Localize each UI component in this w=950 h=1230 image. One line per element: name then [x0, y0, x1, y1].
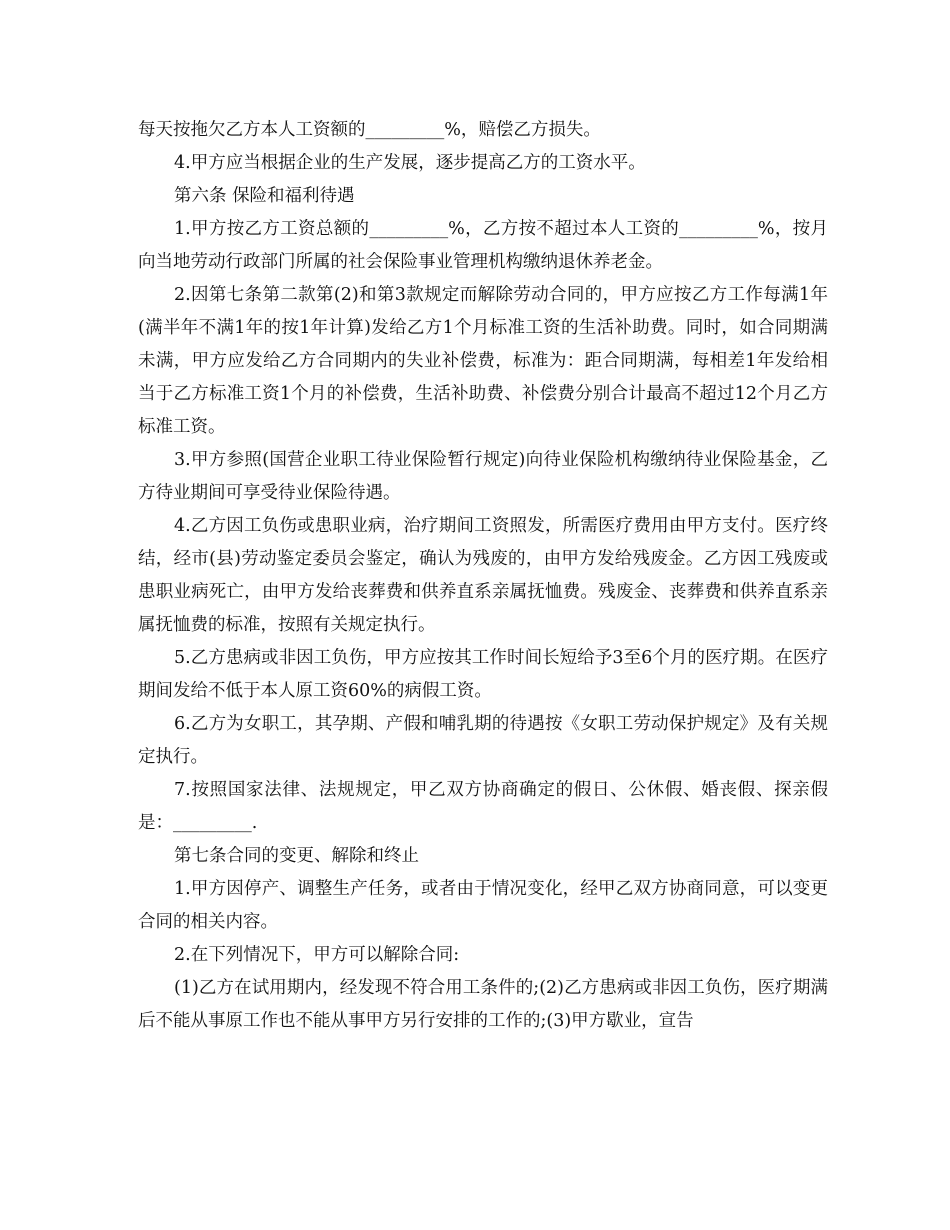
paragraph-contract-change: 1.甲方因停产、调整生产任务，或者由于情况变化，经甲乙双方协商同意，可以变更合同的相关内容。 [138, 879, 828, 932]
paragraph-unemployment-insurance: 3.甲方参照(国营企业职工待业保险暂行规定)向待业保险机构缴纳待业保险基金，乙方待业期间可享受待业保险待遇。 [138, 450, 828, 503]
paragraph-compensation-rate: 每天按拖欠乙方本人工资额的_________%，赔偿乙方损失。 [138, 120, 601, 140]
paragraph-holidays: 7.按照国家法律、法规规定，甲乙双方协商确定的假日、公休假、婚丧假、探亲假是：_________. [138, 780, 828, 833]
paragraph-termination-cases: (1)乙方在试用期内，经发现不符合用工条件的;(2)乙方患病或非因工负伤，医疗期满后不能从事原工作也不能从事甲方另行安排的工作的;(3)甲方歇业，宣告 [138, 978, 828, 1031]
section-heading-article-7: 第七条合同的变更、解除和终止 [174, 846, 419, 866]
section-heading-article-6: 第六条 保险和福利待遇 [174, 186, 355, 206]
document-body [138, 114, 828, 1038]
paragraph-pension: 1.甲方按乙方工资总额的_________%，乙方按不超过本人工资的_________%，按月向当地劳动行政部门所属的社会保险事业管理机构缴纳退休养老金。 [138, 219, 828, 272]
paragraph-termination-conditions: 2.在下列情况下，甲方可以解除合同: [174, 945, 460, 965]
paragraph-female-workers: 6.乙方为女职工，其孕期、产假和哺乳期的待遇按《女职工劳动保护规定》及有关规定执行。 [138, 714, 828, 767]
paragraph-wage-increase: 4.甲方应当根据企业的生产发展，逐步提高乙方的工资水平。 [174, 153, 646, 173]
paragraph-medical-period: 5.乙方患病或非因工负伤，甲方应按其工作时间长短给予3至6个月的医疗期。在医疗期间发给不低于本人原工资60%的病假工资。 [138, 648, 828, 701]
paragraph-living-allowance: 2.因第七条第二款第(2)和第3款规定而解除劳动合同的，甲方应按乙方工作每满1年(满半年不满1年的按1年计算)发给乙方1个月标准工资的生活补助费。同时，如合同期满未满，甲方应发给乙方合同期内的失业补偿费，标准为：距合同期满，每相差1年发给相当于乙方标准工资1个月的补偿费，生活补助费、补偿费分别合计最高不超过12个月乙方标准工资。 [138, 285, 828, 437]
paragraph-work-injury: 4.乙方因工负伤或患职业病，治疗期间工资照发，所需医疗费用由甲方支付。医疗终结，经市(县)劳动鉴定委员会鉴定，确认为残废的，由甲方发给残废金。乙方因工残废或患职业病死亡，由甲方发给丧葬费和供养直系亲属抚恤费。残废金、丧葬费和供养直系亲属抚恤费的标准，按照有关规定执行。 [138, 516, 828, 635]
